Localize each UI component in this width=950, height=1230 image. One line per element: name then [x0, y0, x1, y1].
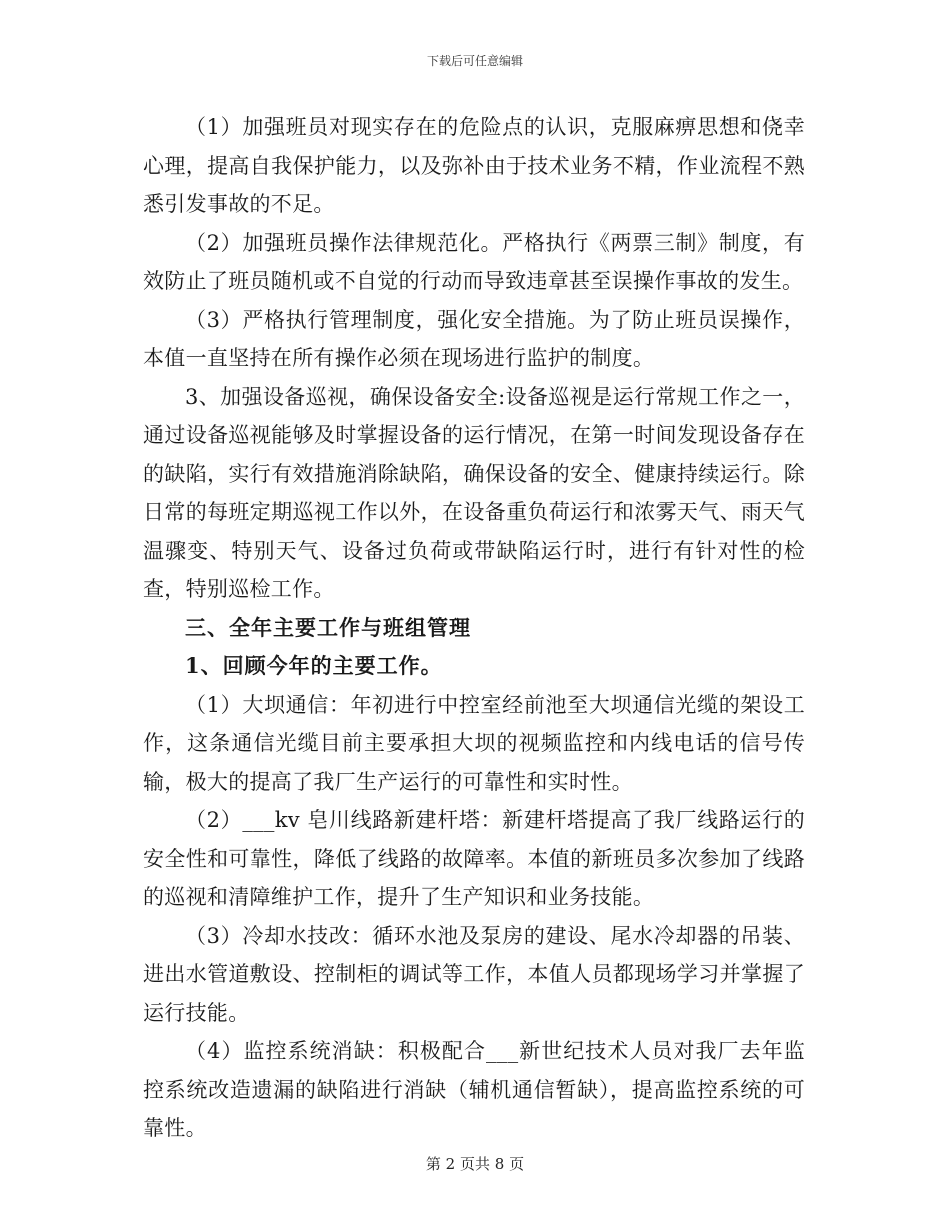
paragraph-safety-2: （2）加强班员操作法律规范化。严格执行《两票三制》制度，有效防止了班员随机或不自觉的行动而导致违章甚至误操作事故的发生。	[143, 230, 805, 293]
work-item-new-tower: （2）___kv 皂川线路新建杆塔：新建杆塔提高了我厂线路运行的安全性和可靠性，降低了线路的故障率。本值的新班员多次参加了线路的巡视和清障维护工作，提升了生产知识和业务技能。	[143, 808, 805, 909]
paragraph-safety-1: （1）加强班员对现实存在的危险点的认识，克服麻痹思想和侥幸心理，提高自我保护能力，以及弥补由于技术业务不精，作业流程不熟悉引发事故的不足。	[143, 115, 805, 216]
page-footer: 第 2 页共 8 页	[425, 1155, 525, 1173]
work-item-cooling-water: （3）冷却水技改：循环水池及泵房的建设、尾水冷却器的吊装、进出水管道敷设、控制柜的调试等工作，本值人员都现场学习并掌握了运行技能。	[143, 923, 805, 1025]
section-heading: 三、全年主要工作与班组管理	[185, 614, 471, 640]
document-body	[143, 108, 805, 1148]
work-item-monitoring-system: （4）监控系统消缺：积极配合___新世纪技术人员对我厂去年监控系统改造遗漏的缺陷进行消缺（辅机通信暂缺），提高监控系统的可靠性。	[143, 1039, 805, 1140]
sub-heading: 1、回顾今年的主要工作。	[185, 653, 443, 678]
paragraph-safety-3: （3）严格执行管理制度，强化安全措施。为了防止班员误操作，本值一直坚持在所有操作必须在现场进行监护的制度。	[143, 307, 805, 370]
work-item-dam-communication: （1）大坝通信：年初进行中控室经前池至大坝通信光缆的架设工作，这条通信光缆目前主要承担大坝的视频监控和内线电话的信号传输，极大的提高了我厂生产运行的可靠性和实时性。	[143, 692, 805, 794]
page-header: 下载后可任意编辑	[426, 54, 523, 68]
paragraph-equipment-inspection: 3、加强设备巡视，确保设备安全:设备巡视是运行常规工作之一，通过设备巡视能够及时掌握设备的运行情况，在第一时间发现设备存在的缺陷，实行有效措施消除缺陷，确保设备的安全、健康持续运行。除日常的每班定期巡视工作以外，在设备重负荷运行和浓雾天气、雨天气温骤变、特别天气、设备过负荷或带缺陷运行时，进行有针对性的检查，特别巡检工作。	[143, 384, 805, 601]
